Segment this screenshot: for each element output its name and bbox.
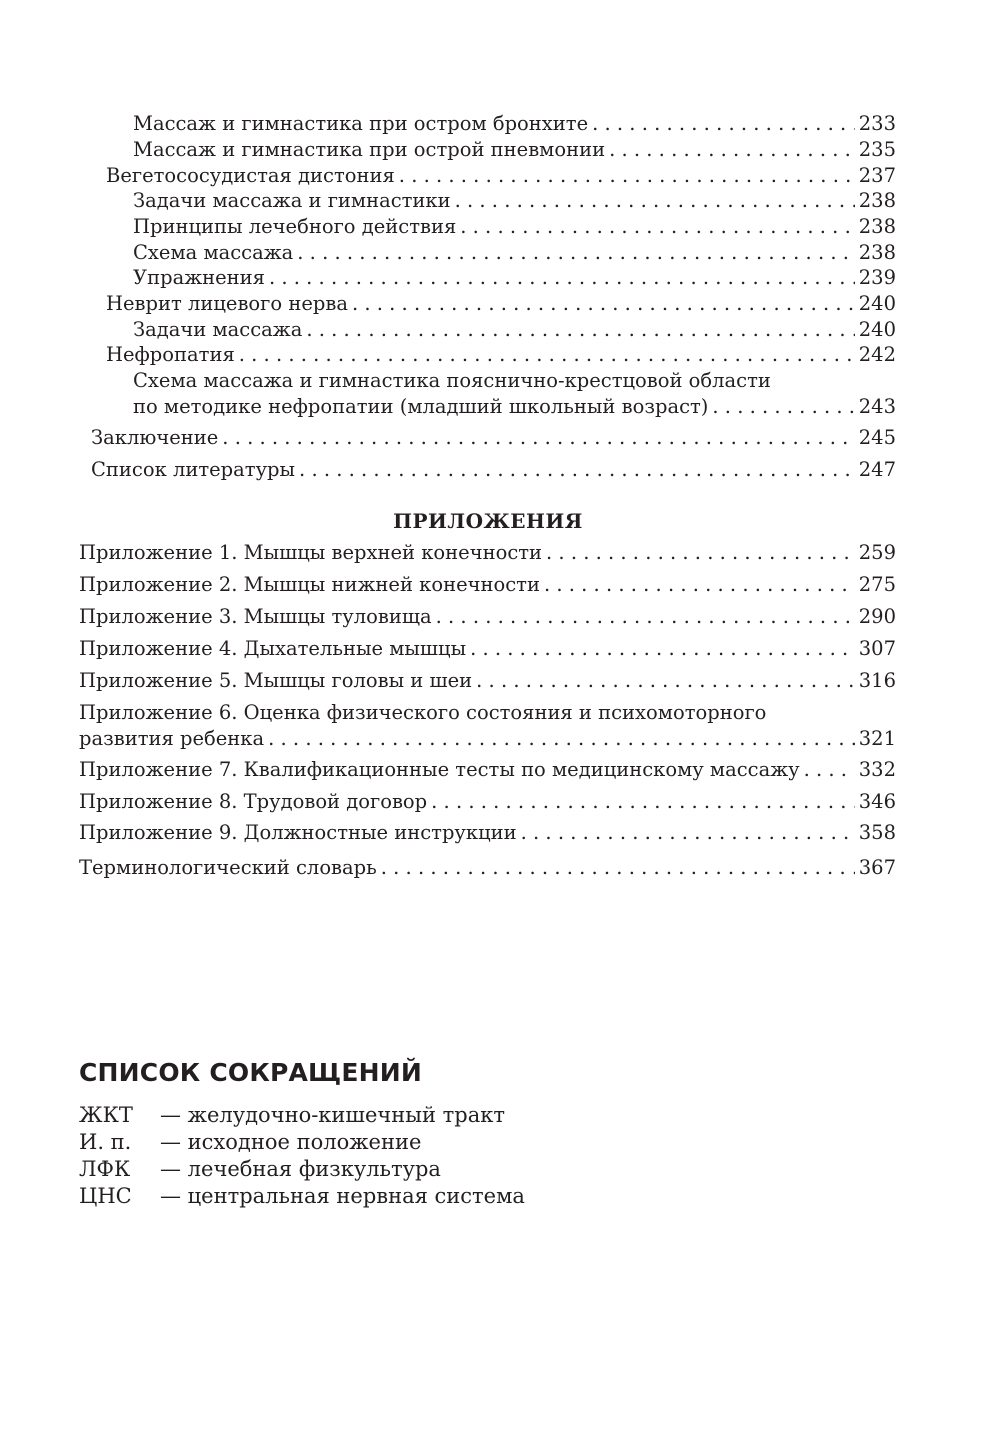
toc-entry-page: 235 — [858, 138, 896, 161]
appendix-page: 259 — [858, 541, 896, 564]
dot-leader — [297, 241, 854, 265]
toc-entry[interactable] — [106, 164, 896, 188]
toc-entry[interactable] — [133, 241, 896, 265]
abbreviation-meaning: — лечебная физкультура — [160, 1157, 441, 1181]
toc-entry-page: 243 — [858, 395, 896, 418]
toc-entry[interactable] — [133, 112, 896, 136]
abbreviation-meaning: — желудочно-кишечный тракт — [160, 1103, 505, 1127]
appendix-entry[interactable] — [79, 637, 896, 661]
appendix-page: 346 — [858, 790, 896, 813]
appendix-entry[interactable] — [79, 605, 896, 629]
appendix-page: 290 — [858, 605, 896, 628]
dot-leader — [609, 138, 855, 162]
appendix-entry[interactable] — [79, 790, 896, 814]
dot-leader — [476, 669, 855, 693]
toc-entry-title: Массаж и гимнастика при острой пневмонии — [133, 138, 606, 161]
toc-entry-title: Принципы лечебного действия — [133, 215, 457, 238]
dot-leader — [352, 292, 855, 316]
dot-leader — [268, 727, 855, 751]
appendix-page: 275 — [858, 573, 896, 596]
toc-entry-title: Массаж и гимнастика при остром бронхите — [133, 112, 589, 135]
toc-entry-title: Задачи массажа — [133, 318, 303, 341]
toc-entry-page: 238 — [858, 241, 896, 264]
toc-entry[interactable] — [91, 426, 896, 450]
dot-leader — [436, 605, 855, 629]
dot-leader — [470, 637, 855, 661]
appendix-page: 358 — [858, 821, 896, 844]
toc-entry-title: Заключение — [91, 426, 219, 449]
dot-leader — [399, 164, 855, 188]
appendix-entry[interactable] — [79, 856, 896, 880]
toc-entry-title: Вегетососудистая дистония — [106, 164, 395, 187]
appendix-title: Приложение 1. Мышцы верхней конечности — [79, 541, 543, 564]
toc-entry[interactable] — [133, 266, 896, 290]
dot-leader — [269, 266, 855, 290]
appendix-entry[interactable] — [79, 573, 896, 597]
toc-entry-title-line1: Схема массажа и гимнастика пояснично-крестцовой области — [133, 369, 771, 392]
dot-leader — [381, 856, 855, 880]
dot-leader — [306, 318, 854, 342]
toc-entry-title: Схема массажа — [133, 241, 294, 264]
abbreviation-term: И. п. — [79, 1130, 132, 1154]
toc-entry-page: 238 — [858, 189, 896, 212]
abbreviation-row — [79, 1129, 421, 1156]
abbreviation-row — [79, 1102, 505, 1129]
toc-entry-title: Неврит лицевого нерва — [106, 292, 348, 315]
appendix-page: 307 — [858, 637, 896, 660]
appendix-title-line2: развития ребенка — [79, 727, 265, 750]
dot-leader — [460, 215, 855, 239]
dot-leader — [546, 541, 855, 565]
appendix-entry[interactable] — [79, 758, 896, 782]
toc-entry-title: Упражнения — [133, 266, 265, 289]
appendix-title: Терминологический словарь — [79, 856, 377, 879]
abbreviation-meaning: — исходное положение — [160, 1130, 422, 1154]
appendix-entry[interactable] — [79, 727, 896, 751]
appendix-title-line1: Приложение 6. Оценка физического состояния и психомоторного — [79, 701, 767, 724]
toc-entry[interactable] — [133, 395, 896, 419]
dot-leader — [712, 395, 854, 419]
toc-entry-page: 245 — [858, 426, 896, 449]
appendix-title: Приложение 2. Мышцы нижней конечности — [79, 573, 540, 596]
appendix-title: Приложение 5. Мышцы головы и шеи — [79, 669, 473, 692]
abbreviation-row — [79, 1156, 441, 1183]
abbreviation-meaning: — центральная нервная система — [160, 1184, 525, 1208]
abbreviation-term: ЛФК — [79, 1157, 131, 1181]
toc-entry[interactable] — [91, 458, 896, 482]
appendix-title: Приложение 3. Мышцы туловища — [79, 605, 432, 628]
toc-entry-page: 240 — [858, 292, 896, 315]
dot-leader — [222, 426, 854, 450]
dot-leader — [521, 821, 855, 845]
toc-entry-page: 240 — [858, 318, 896, 341]
toc-entry-page: 247 — [858, 458, 896, 481]
dot-leader — [592, 112, 855, 136]
appendix-entry[interactable] — [79, 821, 896, 845]
toc-entry[interactable] — [106, 343, 896, 367]
toc-entry[interactable] — [106, 292, 896, 316]
toc-entry[interactable] — [133, 215, 896, 239]
abbreviation-term: ЦНС — [79, 1184, 132, 1208]
appendix-page: 316 — [858, 669, 896, 692]
appendix-page: 321 — [858, 727, 896, 750]
toc-entry-page: 233 — [858, 112, 896, 135]
toc-entry[interactable] — [133, 138, 896, 162]
toc-entry-title: Список литературы — [91, 458, 296, 481]
dot-leader — [431, 790, 855, 814]
toc-entry-page: 239 — [858, 266, 896, 289]
toc-entry[interactable] — [133, 189, 896, 213]
abbreviation-term: ЖКТ — [79, 1103, 133, 1127]
abbreviations-heading: СПИСОК СОКРАЩЕНИЙ — [79, 1058, 423, 1087]
toc-entry[interactable] — [133, 318, 896, 342]
appendix-page: 367 — [858, 856, 896, 879]
toc-entry-page: 238 — [858, 215, 896, 238]
toc-entry-page: 242 — [858, 343, 896, 366]
dot-leader — [239, 343, 855, 367]
toc-entry-page: 237 — [858, 164, 896, 187]
dot-leader — [455, 189, 855, 213]
toc-entry-title: Нефропатия — [106, 343, 235, 366]
appendix-title: Приложение 8. Трудовой договор — [79, 790, 428, 813]
toc-entry-title-line2: по методике нефропатии (младший школьный возраст) — [133, 395, 709, 418]
appendix-entry[interactable] — [79, 541, 896, 565]
appendices-heading: ПРИЛОЖЕНИЯ — [393, 509, 583, 533]
appendix-entry[interactable] — [79, 669, 896, 693]
dot-leader — [299, 458, 855, 482]
appendix-title: Приложение 4. Дыхательные мышцы — [79, 637, 467, 660]
dot-leader — [804, 758, 855, 782]
abbreviation-row — [79, 1183, 525, 1210]
toc-entry-title: Задачи массажа и гимнастики — [133, 189, 451, 212]
appendix-title: Приложение 9. Должностные инструкции — [79, 821, 517, 844]
appendix-title: Приложение 7. Квалификационные тесты по медицинскому массажу — [79, 758, 800, 781]
dot-leader — [544, 573, 855, 597]
appendix-page: 332 — [858, 758, 896, 781]
